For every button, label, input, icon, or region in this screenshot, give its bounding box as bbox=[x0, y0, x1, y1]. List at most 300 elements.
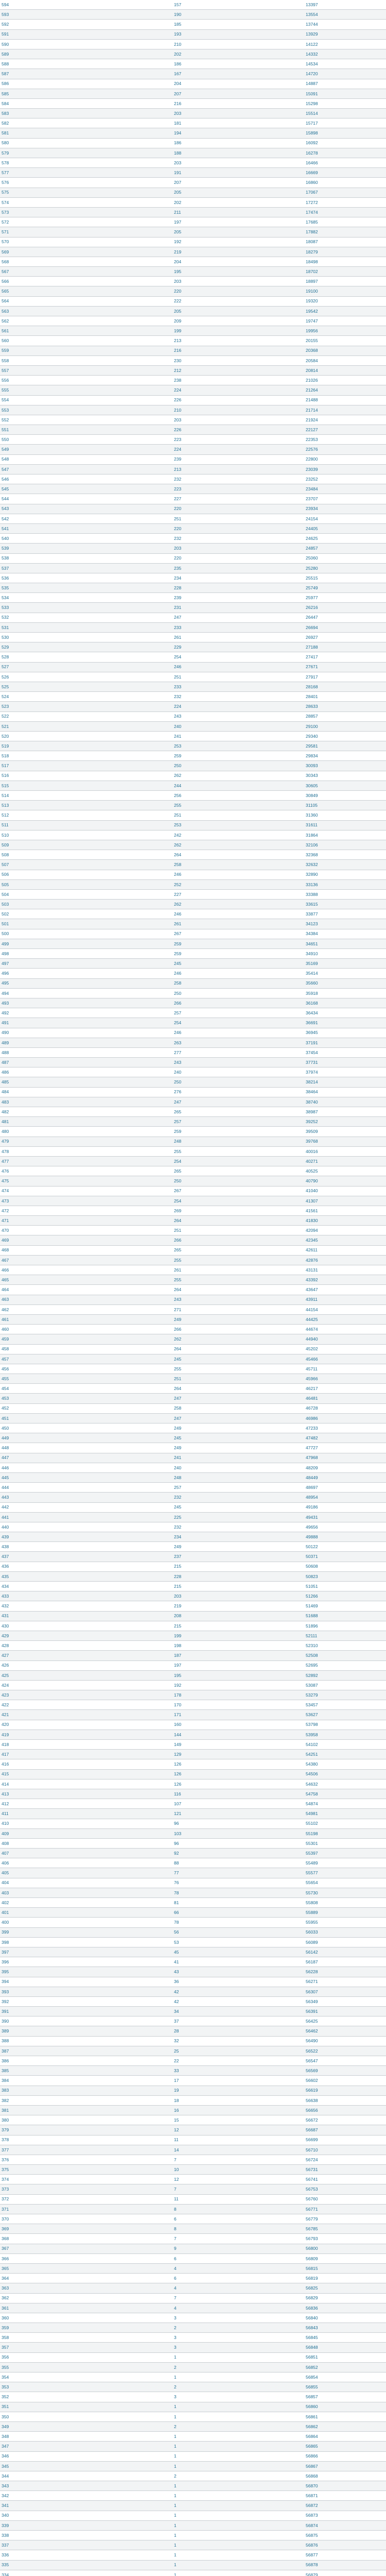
score-cell: 590 bbox=[2, 41, 9, 47]
count-cell: 210 bbox=[174, 407, 182, 413]
score-cell: 486 bbox=[2, 1070, 9, 1075]
table-row bbox=[0, 840, 386, 850]
cumulative-cell: 31105 bbox=[306, 803, 318, 808]
table-row bbox=[0, 2442, 386, 2451]
count-cell: 224 bbox=[174, 447, 182, 452]
count-cell: 157 bbox=[174, 2, 182, 7]
table-row bbox=[0, 1651, 386, 1660]
count-cell: 3 bbox=[174, 2315, 177, 2320]
cumulative-cell: 22127 bbox=[306, 427, 318, 432]
table-row bbox=[0, 1414, 386, 1423]
table-row bbox=[0, 564, 386, 573]
cumulative-cell: 41561 bbox=[306, 1208, 318, 1213]
table-row bbox=[0, 504, 386, 514]
count-cell: 215 bbox=[174, 1564, 182, 1569]
cumulative-cell: 52695 bbox=[306, 1663, 318, 1668]
score-cell: 398 bbox=[2, 1939, 9, 1945]
score-cell: 358 bbox=[2, 2335, 9, 2341]
count-cell: 8 bbox=[174, 2206, 177, 2212]
count-cell: 19 bbox=[174, 2088, 179, 2093]
count-cell: 11 bbox=[174, 2137, 179, 2143]
score-cell: 510 bbox=[2, 832, 9, 838]
score-cell: 525 bbox=[2, 684, 9, 689]
table-row bbox=[0, 1285, 386, 1295]
table-row bbox=[0, 2254, 386, 2264]
cumulative-cell: 27188 bbox=[306, 645, 318, 650]
table-row bbox=[0, 1582, 386, 1591]
table-row bbox=[0, 2136, 386, 2145]
count-cell: 41 bbox=[174, 1959, 179, 1964]
score-cell: 409 bbox=[2, 1831, 9, 1836]
score-cell: 443 bbox=[2, 1495, 9, 1500]
count-cell: 254 bbox=[174, 1158, 182, 1164]
count-cell: 247 bbox=[174, 1396, 182, 1401]
cumulative-cell: 24154 bbox=[306, 516, 318, 521]
table-row bbox=[0, 1661, 386, 1671]
cumulative-cell: 55730 bbox=[306, 1890, 318, 1895]
table-row bbox=[0, 583, 386, 593]
table-row bbox=[0, 465, 386, 474]
count-cell: 262 bbox=[174, 901, 182, 907]
table-row bbox=[0, 2422, 386, 2432]
count-cell: 225 bbox=[174, 1514, 182, 1520]
count-cell: 212 bbox=[174, 367, 182, 373]
count-cell: 248 bbox=[174, 1475, 182, 1480]
table-row bbox=[0, 959, 386, 969]
cumulative-cell: 13929 bbox=[306, 31, 318, 37]
table-row bbox=[0, 1493, 386, 1502]
score-cell: 417 bbox=[2, 1752, 9, 1757]
table-row bbox=[0, 890, 386, 900]
cumulative-cell: 46728 bbox=[306, 1405, 318, 1411]
count-cell: 12 bbox=[174, 2127, 179, 2133]
cumulative-cell: 19956 bbox=[306, 328, 318, 334]
cumulative-cell: 56848 bbox=[306, 2345, 318, 2350]
count-cell: 231 bbox=[174, 605, 182, 611]
score-cell: 527 bbox=[2, 664, 9, 670]
table-row bbox=[0, 2363, 386, 2372]
table-row bbox=[0, 1967, 386, 1977]
count-cell: 267 bbox=[174, 931, 182, 937]
table-row bbox=[0, 1048, 386, 1058]
cumulative-cell: 29340 bbox=[306, 733, 318, 739]
count-cell: 226 bbox=[174, 397, 182, 403]
cumulative-cell: 56731 bbox=[306, 2166, 318, 2172]
cumulative-cell: 21924 bbox=[306, 417, 318, 422]
cumulative-cell: 51266 bbox=[306, 1594, 318, 1599]
score-cell: 335 bbox=[2, 2562, 9, 2568]
cumulative-cell: 13397 bbox=[306, 2, 318, 7]
table-row bbox=[0, 1542, 386, 1552]
table-row bbox=[0, 1038, 386, 1048]
count-cell: 242 bbox=[174, 832, 182, 838]
cumulative-cell: 39252 bbox=[306, 1119, 318, 1125]
count-cell: 197 bbox=[174, 1663, 182, 1668]
cumulative-cell: 56793 bbox=[306, 2236, 318, 2242]
table-row bbox=[0, 2372, 386, 2382]
table-row bbox=[0, 128, 386, 138]
count-cell: 250 bbox=[174, 763, 182, 769]
cumulative-cell: 56619 bbox=[306, 2088, 318, 2093]
score-cell: 477 bbox=[2, 1158, 9, 1164]
count-cell: 203 bbox=[174, 160, 182, 165]
score-cell: 415 bbox=[2, 1771, 9, 1777]
table-row bbox=[0, 1770, 386, 1780]
count-cell: 253 bbox=[174, 743, 182, 749]
table-row bbox=[0, 356, 386, 366]
count-cell: 203 bbox=[174, 110, 182, 116]
table-row bbox=[0, 2205, 386, 2214]
cumulative-cell: 39768 bbox=[306, 1139, 318, 1144]
cumulative-cell: 17685 bbox=[306, 219, 318, 225]
table-row bbox=[0, 1473, 386, 1483]
score-cell: 541 bbox=[2, 526, 9, 531]
count-cell: 96 bbox=[174, 1840, 179, 1846]
score-cell: 334 bbox=[2, 2572, 9, 2576]
count-cell: 240 bbox=[174, 1070, 182, 1075]
score-cell: 556 bbox=[2, 377, 9, 383]
score-cell: 396 bbox=[2, 1959, 9, 1964]
count-cell: 11 bbox=[174, 2196, 179, 2202]
score-cell: 406 bbox=[2, 1860, 9, 1866]
table-row bbox=[0, 2501, 386, 2511]
cumulative-cell: 55301 bbox=[306, 1840, 318, 1846]
table-row bbox=[0, 1957, 386, 1967]
cumulative-cell: 36691 bbox=[306, 1020, 318, 1026]
table-row bbox=[0, 1780, 386, 1789]
cumulative-cell: 56271 bbox=[306, 1979, 318, 1985]
table-row bbox=[0, 1730, 386, 1740]
table-row bbox=[0, 1265, 386, 1275]
score-cell: 336 bbox=[2, 2552, 9, 2558]
score-cell: 536 bbox=[2, 575, 9, 581]
score-cell: 472 bbox=[2, 1208, 9, 1213]
table-row bbox=[0, 2195, 386, 2205]
cumulative-cell: 56672 bbox=[306, 2117, 318, 2123]
cumulative-cell: 33615 bbox=[306, 901, 318, 907]
table-row bbox=[0, 2115, 386, 2125]
table-row bbox=[0, 2481, 386, 2491]
score-cell: 585 bbox=[2, 91, 9, 96]
count-cell: 1 bbox=[174, 2483, 177, 2488]
score-cell: 408 bbox=[2, 1840, 9, 1846]
count-cell: 265 bbox=[174, 1247, 182, 1253]
score-cell: 352 bbox=[2, 2394, 9, 2400]
count-cell: 233 bbox=[174, 684, 182, 689]
score-cell: 495 bbox=[2, 980, 9, 986]
count-cell: 246 bbox=[174, 971, 182, 976]
cumulative-cell: 56800 bbox=[306, 2246, 318, 2251]
score-cell: 453 bbox=[2, 1396, 9, 1401]
count-cell: 235 bbox=[174, 565, 182, 571]
table-row bbox=[0, 2037, 386, 2046]
count-cell: 8 bbox=[174, 2226, 177, 2232]
table-row bbox=[0, 1107, 386, 1117]
count-cell: 149 bbox=[174, 1741, 182, 1747]
count-cell: 199 bbox=[174, 328, 182, 334]
cumulative-cell: 47968 bbox=[306, 1455, 318, 1461]
cumulative-cell: 56815 bbox=[306, 2265, 318, 2271]
count-cell: 193 bbox=[174, 31, 182, 37]
cumulative-cell: 22576 bbox=[306, 447, 318, 452]
table-row bbox=[0, 2294, 386, 2303]
score-cell: 587 bbox=[2, 71, 9, 77]
cumulative-cell: 36434 bbox=[306, 1010, 318, 1015]
cumulative-cell: 16860 bbox=[306, 180, 318, 185]
cumulative-cell: 56089 bbox=[306, 1939, 318, 1945]
score-cell: 389 bbox=[2, 2028, 9, 2034]
score-cell: 366 bbox=[2, 2256, 9, 2261]
count-cell: 223 bbox=[174, 437, 182, 443]
table-row bbox=[0, 732, 386, 741]
score-cell: 543 bbox=[2, 506, 9, 512]
cumulative-cell: 56425 bbox=[306, 2019, 318, 2024]
table-row bbox=[0, 2145, 386, 2155]
score-cell: 373 bbox=[2, 2187, 9, 2192]
score-cell: 478 bbox=[2, 1148, 9, 1154]
count-cell: 42 bbox=[174, 1989, 179, 1994]
score-cell: 353 bbox=[2, 2384, 9, 2390]
score-cell: 467 bbox=[2, 1257, 9, 1263]
cumulative-cell: 56876 bbox=[306, 2543, 318, 2548]
count-cell: 226 bbox=[174, 427, 182, 432]
score-cell: 526 bbox=[2, 674, 9, 680]
score-cell: 365 bbox=[2, 2265, 9, 2271]
cumulative-cell: 17272 bbox=[306, 199, 318, 205]
score-cell: 584 bbox=[2, 100, 9, 106]
cumulative-cell: 47727 bbox=[306, 1445, 318, 1451]
table-row bbox=[0, 573, 386, 583]
score-cell: 515 bbox=[2, 783, 9, 788]
cumulative-cell: 51896 bbox=[306, 1623, 318, 1629]
count-cell: 194 bbox=[174, 130, 182, 136]
cumulative-cell: 56391 bbox=[306, 2008, 318, 2014]
score-cell: 568 bbox=[2, 259, 9, 264]
table-row bbox=[0, 810, 386, 820]
count-cell: 78 bbox=[174, 1920, 179, 1925]
table-row bbox=[0, 30, 386, 40]
count-cell: 205 bbox=[174, 190, 182, 195]
table-row bbox=[0, 1878, 386, 1888]
cumulative-cell: 42345 bbox=[306, 1238, 318, 1243]
score-cell: 570 bbox=[2, 239, 9, 245]
count-cell: 267 bbox=[174, 1188, 182, 1194]
table-row bbox=[0, 2471, 386, 2481]
table-row bbox=[0, 514, 386, 524]
cumulative-cell: 43392 bbox=[306, 1277, 318, 1283]
cumulative-cell: 35918 bbox=[306, 990, 318, 996]
count-cell: 203 bbox=[174, 546, 182, 551]
score-cell: 529 bbox=[2, 645, 9, 650]
cumulative-cell: 25749 bbox=[306, 585, 318, 590]
count-cell: 208 bbox=[174, 1613, 182, 1619]
count-cell: 37 bbox=[174, 2019, 179, 2024]
score-cell: 550 bbox=[2, 437, 9, 443]
count-cell: 1 bbox=[174, 2374, 177, 2380]
count-cell: 255 bbox=[174, 803, 182, 808]
count-cell: 56 bbox=[174, 1929, 179, 1935]
cumulative-cell: 29834 bbox=[306, 753, 318, 759]
cumulative-cell: 56638 bbox=[306, 2097, 318, 2103]
table-row bbox=[0, 1858, 386, 1868]
cumulative-cell: 41307 bbox=[306, 1198, 318, 1204]
table-row bbox=[0, 2570, 386, 2576]
count-cell: 216 bbox=[174, 348, 182, 353]
score-cell: 579 bbox=[2, 150, 9, 156]
score-cell: 535 bbox=[2, 585, 9, 590]
count-cell: 266 bbox=[174, 1000, 182, 1006]
table-row bbox=[0, 1117, 386, 1127]
count-cell: 1 bbox=[174, 2572, 177, 2576]
cumulative-cell: 33136 bbox=[306, 882, 318, 887]
table-row bbox=[0, 1325, 386, 1334]
score-cell: 567 bbox=[2, 268, 9, 274]
score-cell: 422 bbox=[2, 1702, 9, 1708]
score-cell: 390 bbox=[2, 2019, 9, 2024]
table-row bbox=[0, 10, 386, 20]
count-cell: 249 bbox=[174, 1544, 182, 1550]
cumulative-cell: 16092 bbox=[306, 140, 318, 146]
score-cell: 393 bbox=[2, 1989, 9, 1994]
cumulative-cell: 23707 bbox=[306, 496, 318, 502]
score-cell: 496 bbox=[2, 971, 9, 976]
score-cell: 345 bbox=[2, 2463, 9, 2469]
cumulative-cell: 55397 bbox=[306, 1850, 318, 1856]
cumulative-cell: 55577 bbox=[306, 1870, 318, 1876]
table-row bbox=[0, 860, 386, 870]
count-cell: 2 bbox=[174, 2325, 177, 2330]
score-cell: 511 bbox=[2, 822, 9, 828]
count-cell: 249 bbox=[174, 1316, 182, 1322]
cumulative-cell: 56710 bbox=[306, 2147, 318, 2153]
table-row bbox=[0, 771, 386, 781]
count-cell: 126 bbox=[174, 1781, 182, 1787]
cumulative-cell: 20814 bbox=[306, 367, 318, 373]
count-cell: 6 bbox=[174, 2275, 177, 2281]
cumulative-cell: 37191 bbox=[306, 1040, 318, 1045]
score-cell: 547 bbox=[2, 466, 9, 472]
table-row bbox=[0, 2096, 386, 2106]
score-cell: 581 bbox=[2, 130, 9, 136]
cumulative-cell: 56870 bbox=[306, 2483, 318, 2488]
score-cell: 399 bbox=[2, 1929, 9, 1935]
score-cell: 552 bbox=[2, 417, 9, 422]
table-row bbox=[0, 385, 386, 395]
cumulative-cell: 24857 bbox=[306, 546, 318, 551]
count-cell: 251 bbox=[174, 812, 182, 818]
count-cell: 1 bbox=[174, 2522, 177, 2528]
table-row bbox=[0, 672, 386, 682]
table-row bbox=[0, 1947, 386, 1957]
count-cell: 7 bbox=[174, 2236, 177, 2242]
score-cell: 566 bbox=[2, 279, 9, 284]
count-cell: 264 bbox=[174, 1346, 182, 1352]
score-cell: 347 bbox=[2, 2444, 9, 2449]
score-cell: 403 bbox=[2, 1890, 9, 1895]
table-row bbox=[0, 1928, 386, 1938]
table-row bbox=[0, 949, 386, 959]
cumulative-cell: 14122 bbox=[306, 41, 318, 47]
score-cell: 368 bbox=[2, 2236, 9, 2242]
cumulative-cell: 13554 bbox=[306, 12, 318, 18]
count-cell: 187 bbox=[174, 1653, 182, 1658]
table-row bbox=[0, 642, 386, 652]
table-row bbox=[0, 1334, 386, 1344]
table-row bbox=[0, 2184, 386, 2194]
table-row bbox=[0, 376, 386, 385]
table-row bbox=[0, 1503, 386, 1513]
table-row bbox=[0, 682, 386, 692]
score-cell: 337 bbox=[2, 2543, 9, 2548]
score-cell: 441 bbox=[2, 1514, 9, 1520]
count-cell: 78 bbox=[174, 1890, 179, 1895]
cumulative-cell: 44154 bbox=[306, 1307, 318, 1312]
score-cell: 574 bbox=[2, 199, 9, 205]
score-cell: 537 bbox=[2, 565, 9, 571]
count-cell: 2 bbox=[174, 2424, 177, 2429]
score-cell: 395 bbox=[2, 1969, 9, 1975]
table-row bbox=[0, 1226, 386, 1235]
table-row bbox=[0, 40, 386, 49]
count-cell: 233 bbox=[174, 624, 182, 630]
cumulative-cell: 38987 bbox=[306, 1109, 318, 1114]
count-cell: 269 bbox=[174, 1208, 182, 1213]
cumulative-cell: 30093 bbox=[306, 763, 318, 769]
cumulative-cell: 49186 bbox=[306, 1504, 318, 1510]
score-cell: 448 bbox=[2, 1445, 9, 1451]
cumulative-cell: 25280 bbox=[306, 565, 318, 571]
cumulative-cell: 40016 bbox=[306, 1148, 318, 1154]
cumulative-cell: 31360 bbox=[306, 812, 318, 818]
count-cell: 171 bbox=[174, 1712, 182, 1718]
score-cell: 463 bbox=[2, 1297, 9, 1302]
table-row bbox=[0, 1888, 386, 1898]
count-cell: 45 bbox=[174, 1949, 179, 1955]
cumulative-cell: 55654 bbox=[306, 1880, 318, 1886]
table-row bbox=[0, 831, 386, 840]
count-cell: 14 bbox=[174, 2147, 179, 2153]
table-row bbox=[0, 277, 386, 286]
count-cell: 240 bbox=[174, 1465, 182, 1470]
score-cell: 582 bbox=[2, 121, 9, 126]
table-row bbox=[0, 2313, 386, 2323]
table-row bbox=[0, 821, 386, 831]
table-row bbox=[0, 1067, 386, 1077]
table-row bbox=[0, 1641, 386, 1651]
table-row bbox=[0, 455, 386, 465]
count-cell: 250 bbox=[174, 1178, 182, 1184]
cumulative-cell: 56852 bbox=[306, 2364, 318, 2370]
score-cell: 426 bbox=[2, 1663, 9, 1668]
cumulative-cell: 56569 bbox=[306, 2068, 318, 2074]
cumulative-cell: 56829 bbox=[306, 2295, 318, 2301]
table-row bbox=[0, 396, 386, 405]
table-row bbox=[0, 1839, 386, 1849]
cumulative-cell: 56879 bbox=[306, 2572, 318, 2576]
score-cell: 524 bbox=[2, 693, 9, 699]
table-row bbox=[0, 1898, 386, 1908]
cumulative-cell: 52508 bbox=[306, 1653, 318, 1658]
score-cell: 421 bbox=[2, 1712, 9, 1718]
cumulative-cell: 54251 bbox=[306, 1752, 318, 1757]
table-row bbox=[0, 474, 386, 484]
score-cell: 362 bbox=[2, 2295, 9, 2301]
count-cell: 265 bbox=[174, 1109, 182, 1114]
table-row bbox=[0, 919, 386, 929]
cumulative-cell: 56785 bbox=[306, 2226, 318, 2232]
cumulative-cell: 56843 bbox=[306, 2325, 318, 2330]
table-row bbox=[0, 1374, 386, 1384]
